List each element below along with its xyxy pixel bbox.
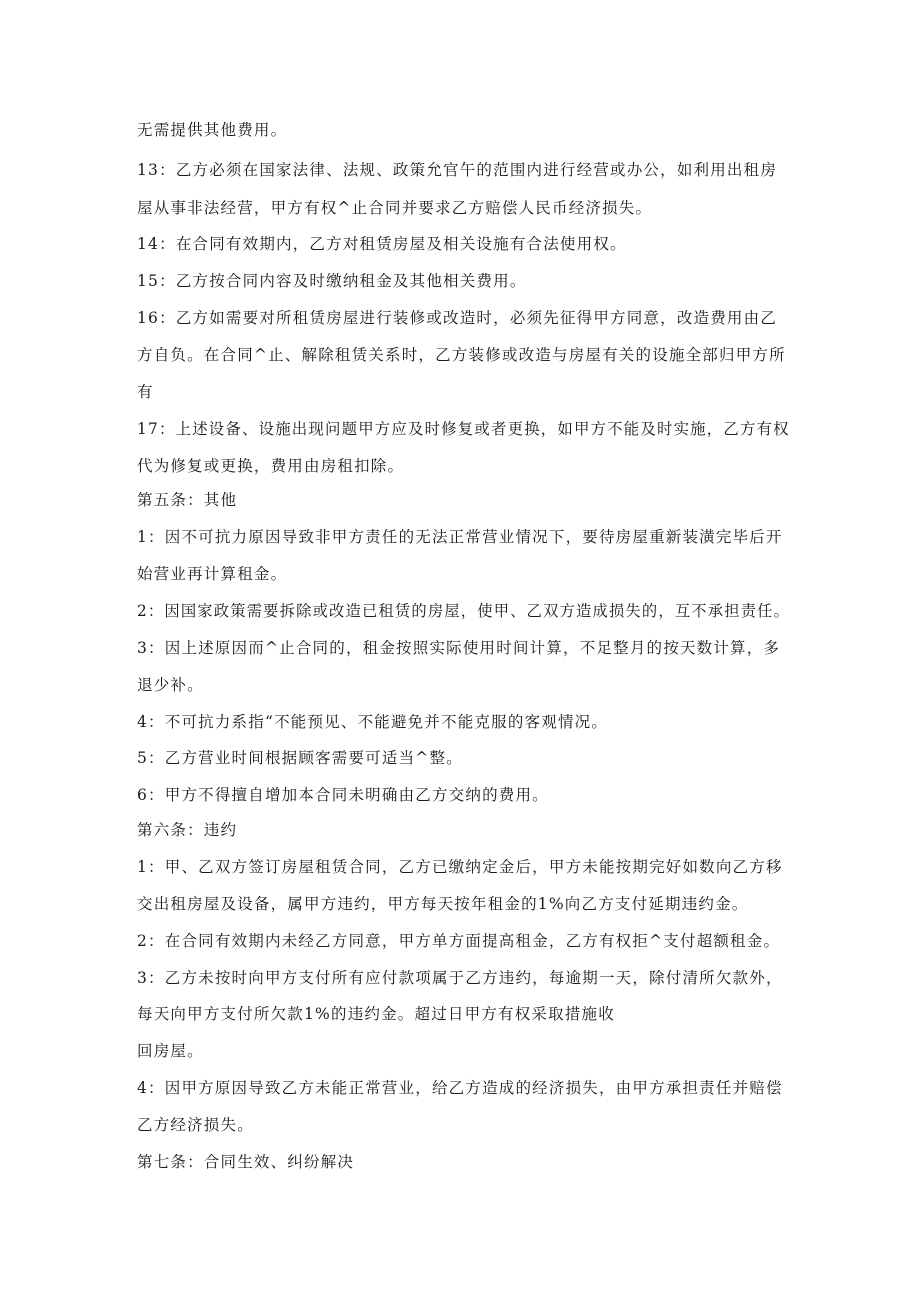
clause-17-line-2: 代为修复或更换，费用由房租扣除。	[137, 457, 405, 475]
clause-16-line-1: 16：乙方如需要对所租赁房屋进行装修或改造时，必须先征得甲方同意，改造费用由乙	[137, 309, 778, 327]
breach-2: 2：在合同有效期内未经乙方同意，甲方单方面提高租金，乙方有权拒^支付超额租金。	[137, 932, 781, 950]
item-3-line-2: 退少补。	[137, 676, 204, 694]
item-4: 4：不可抗力系指“不能预见、不能避免并不能克服的客观情况。	[137, 713, 609, 731]
item-6: 6：甲方不得擅自增加本合同未明确由乙方交纳的费用。	[137, 786, 549, 804]
clause-13-line-1: 13：乙方必须在国家法律、法规、政策允官午的范围内进行经营或办公，如利用出租房	[137, 161, 778, 179]
section-heading-6: 第六条：违约	[137, 821, 238, 839]
clause-16-line-2: 方自负。在合同^止、解除租赁关系时，乙方装修或改造与房屋有关的设施全部归甲方所	[137, 346, 786, 364]
item-3-line-1: 3：因上述原因而^止合同的，租金按照实际使用时间计算，不足整月的按天数计算，多	[137, 639, 781, 657]
item-2: 2：因国家政策需要拆除或改造已租赁的房屋，使甲、乙双方造成损失的，互不承担责任。	[137, 602, 791, 620]
breach-1-line-1: 1：甲、乙双方签订房屋租赁合同，乙方已缴纳定金后，甲方未能按期完好如数向乙方移	[137, 858, 783, 876]
clause-17-line-1: 17：上述设备、设施出现问题甲方应及时修复或者更换，如甲方不能及时实施，乙方有权	[137, 420, 790, 438]
clause-16-line-3: 有	[137, 383, 154, 401]
breach-1-line-2: 交出租房屋及设备，属甲方违约，甲方每天按年租金的1%向乙方支付延期违约金。	[137, 895, 749, 913]
section-heading-7: 第七条：合同生效、纠纷解决	[137, 1153, 355, 1171]
text-line: 无需提供其他费用。	[137, 121, 288, 139]
breach-3-line-1: 3：乙方未按时向甲方支付所有应付款项属于乙方违约，每逾期一天，除付清所欠款外，	[137, 969, 783, 987]
clause-15: 15：乙方按合同内容及时缴纳租金及其他相关费用。	[137, 272, 527, 290]
item-5: 5：乙方营业时间根据顾客需要可适当^整。	[137, 749, 463, 767]
breach-4-line-2: 乙方经济损失。	[137, 1116, 254, 1134]
item-1-line-1: 1：因不可抗力原因导致非甲方责任的无法正常营业情况下，要待房屋重新装潢完毕后开	[137, 528, 783, 546]
clause-13-line-2: 屋从事非法经营，甲方有权^止合同并要求乙方赔偿人民币经济损失。	[137, 199, 653, 217]
item-1-line-2: 始营业再计算租金。	[137, 565, 288, 583]
clause-14: 14：在合同有效期内，乙方对租赁房屋及相关设施有合法使用权。	[137, 235, 627, 253]
breach-4-line-1: 4：因甲方原因导致乙方未能正常营业，给乙方造成的经济损失，由甲方承担责任并赔偿	[137, 1079, 783, 1097]
section-heading-5: 第五条：其他	[137, 491, 238, 509]
breach-3-line-2: 每天向甲方支付所欠款1%的违约金。超过日甲方有权采取措施收	[137, 1005, 615, 1023]
breach-3-line-3: 回房屋。	[137, 1042, 204, 1060]
